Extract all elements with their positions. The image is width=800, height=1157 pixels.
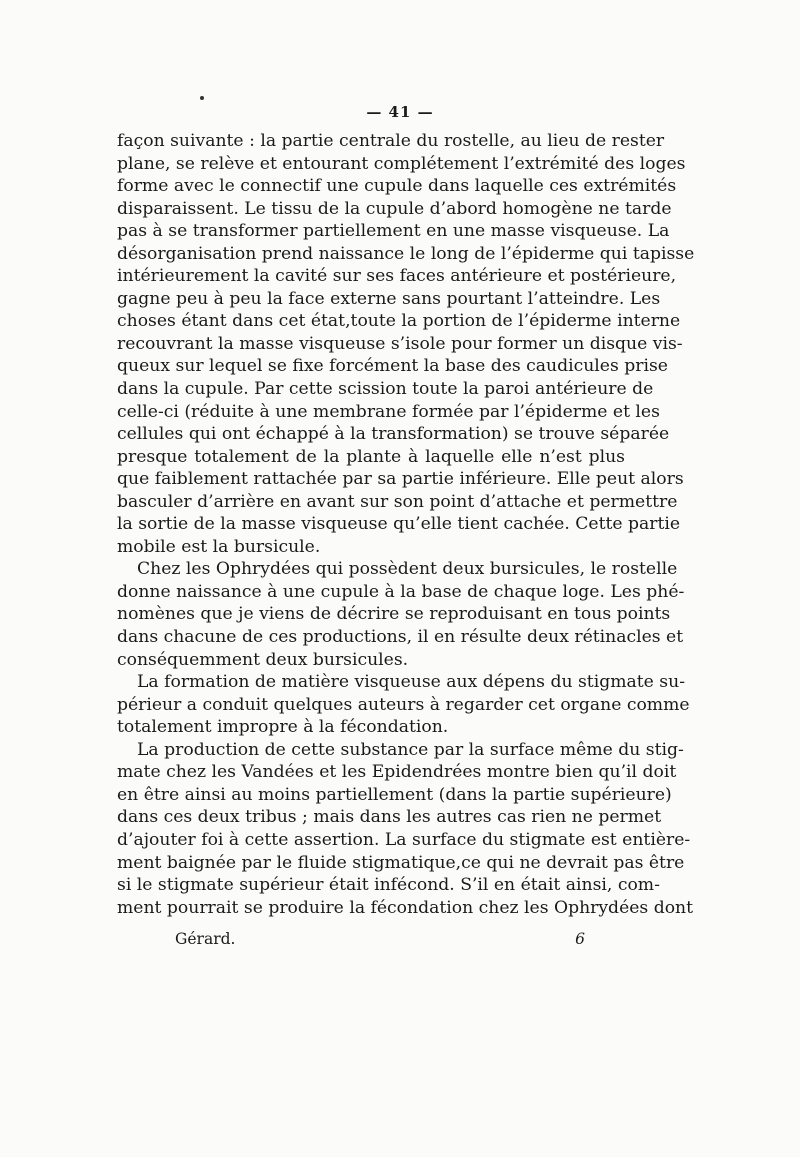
text-line: conséquemment deux bursicules. xyxy=(117,649,409,670)
text-line: en être ainsi au moins partiellement (dans la partie supérieure) xyxy=(117,784,672,805)
text-line: ment pourrait se produire la fécondation chez les Ophrydées dont xyxy=(117,897,694,918)
text-line: recouvrant la masse visqueuse s’isole pour former un disque vis- xyxy=(117,333,683,354)
text-line: Chez les Ophrydées qui possèdent deux bursicules, le rostelle xyxy=(137,559,678,580)
text-line: pas à se transformer partiellement en une masse visqueuse. La xyxy=(117,221,670,242)
body-text xyxy=(117,130,695,919)
paragraph xyxy=(117,130,695,558)
text-line: d’ajouter foi à cette assertion. La surface du stigmate est entière- xyxy=(117,829,691,850)
text-line: donne naissance à une cupule à la base de chaque loge. Les phé- xyxy=(117,581,685,602)
text-line: basculer d’arrière en avant sur son point d’attache et permettre xyxy=(117,491,678,512)
paragraph xyxy=(117,739,694,919)
text-line: forme avec le connectif une cupule dans laquelle ces extrémités xyxy=(117,176,677,197)
text-line: désorganisation prend naissance le long de l’épiderme qui tapisse xyxy=(117,243,695,264)
text-line: La formation de matière visqueuse aux dépens du stigmate su- xyxy=(137,672,686,693)
text-line: dans ces deux tribus ; mais dans les autres cas rien ne permet xyxy=(117,807,662,828)
text-line: dans chacune de ces productions, il en résulte deux rétinacles et xyxy=(117,627,684,648)
paragraph xyxy=(117,671,690,739)
text-line: cellules qui ont échappé à la transformation) se trouve séparée xyxy=(117,424,670,445)
ink-speck xyxy=(200,96,204,100)
text-line: disparaissent. Le tissu de la cupule d’abord homogène ne tarde xyxy=(117,198,672,219)
text-line: si le stigmate supérieur était infécond. S’il en était ainsi, com- xyxy=(117,875,660,896)
text-line: totalement impropre à la fécondation. xyxy=(117,717,449,738)
text-line: la sortie de la masse visqueuse qu’elle tient cachée. Cette partie xyxy=(117,514,681,535)
text-line: plane, se relève et entourant complétement l’extrémité des loges xyxy=(117,153,686,174)
text-line: gagne peu à peu la face externe sans pourtant l’atteindre. Les xyxy=(117,288,661,309)
page-number: — 41 — xyxy=(366,103,434,121)
text-line: façon suivante : la partie centrale du rostelle, au lieu de rester xyxy=(117,131,665,151)
text-line: presque totalement de la plante à laquelle elle n’est plus xyxy=(117,446,625,467)
text-line: La production de cette substance par la surface même du stig- xyxy=(137,739,684,760)
text-line: queux sur lequel se fixe forcément la base des caudicules prise xyxy=(117,356,668,377)
footer-signature-mark: 6 xyxy=(575,930,585,948)
text-line: mate chez les Vandées et les Epidendrées montre bien qu’il doit xyxy=(117,762,677,783)
text-line: dans la cupule. Par cette scission toute la paroi antérieure de xyxy=(117,379,654,400)
text-line: mobile est la bursicule. xyxy=(117,536,321,557)
footer-author: Gérard. xyxy=(175,930,236,948)
text-line: intérieurement la cavité sur ses faces antérieure et postérieure, xyxy=(117,266,677,287)
text-line: nomènes que je viens de décrire se reproduisant en tous points xyxy=(117,604,671,625)
text-line: ment baignée par le fluide stigmatique,ce qui ne devrait pas être xyxy=(117,852,685,873)
text-line: celle-ci (réduite à une membrane formée par l’épiderme et les xyxy=(117,401,660,422)
text-line: choses étant dans cet état,toute la portion de l’épiderme interne xyxy=(117,311,681,332)
paragraph xyxy=(117,558,685,671)
text-line: périeur a conduit quelques auteurs à regarder cet organe comme xyxy=(117,694,690,715)
text-line: que faiblement rattachée par sa partie inférieure. Elle peut alors xyxy=(117,469,684,490)
